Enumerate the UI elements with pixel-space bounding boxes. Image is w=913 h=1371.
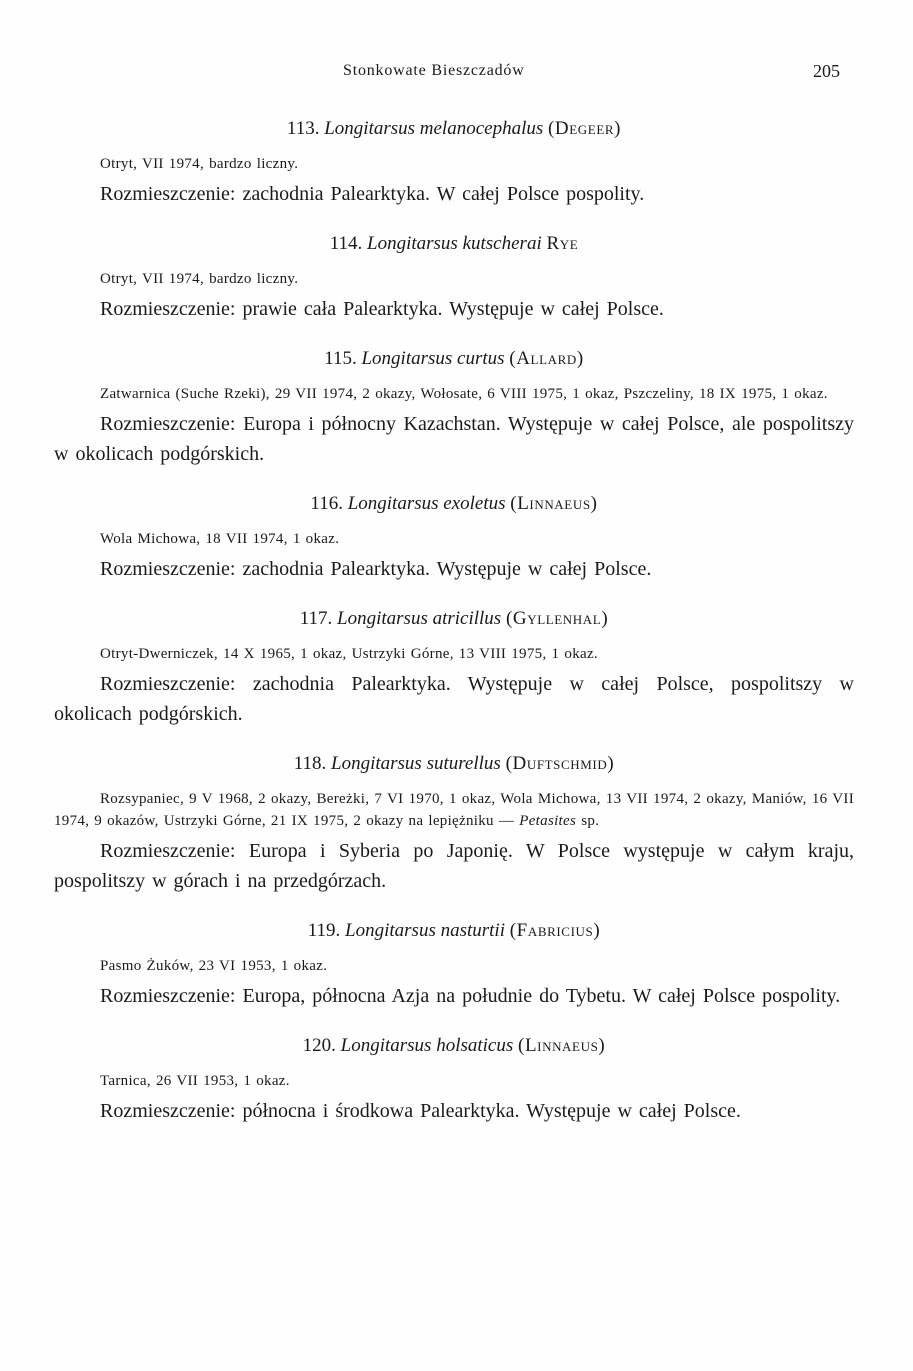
distribution-text <box>54 981 854 1011</box>
species-entry-113 <box>54 115 854 209</box>
species-author: (Gyllenhal) <box>505 608 609 629</box>
entry-number: 117. <box>299 608 333 629</box>
records-text: Rozsypaniec, 9 V 1968, 2 okazy, Bereżki, 7 VI 1970, 1 okaz, Wola Michowa, 13 VII 1974, 2 okazy, Maniów, 16 VII 1974, 9 okazów, Ustrzyki Górne, 21 IX 1975, 2 okazy na lepiężniku — <box>54 791 854 829</box>
species-entry-119 <box>54 917 854 1011</box>
species-author: Rye <box>546 233 579 254</box>
records-text: Otryt-Dwerniczek, 14 X 1965, 1 okaz, Ustrzyki Górne, 13 VIII 1975, 1 okaz. <box>100 646 598 662</box>
distribution-text <box>54 669 854 729</box>
records-text: Zatwarnica (Suche Rzeki), 29 VII 1974, 2 okazy, Wołosate, 6 VIII 1975, 1 okaz, Pszczeliny, 18 IX 1975, 1 okaz. <box>100 386 828 402</box>
distribution-value: Rozmieszczenie: zachodnia Palearktyka. Występuje w całej Polsce. <box>100 558 652 580</box>
distribution-text <box>54 554 854 584</box>
entry-heading <box>54 917 854 945</box>
distribution-text <box>54 1096 854 1126</box>
entry-heading <box>54 230 854 258</box>
entry-number: 120. <box>302 1035 336 1056</box>
entry-number: 114. <box>329 233 363 254</box>
host-plant-name: Petasites <box>519 813 577 829</box>
records-text: Pasmo Żuków, 23 VI 1953, 1 okaz. <box>100 958 328 974</box>
distribution-value: Rozmieszczenie: zachodnia Palearktyka. W całej Polsce pospolity. <box>100 183 645 205</box>
entry-heading <box>54 1032 854 1060</box>
species-author: (Linnaeus) <box>510 493 598 514</box>
species-author: (Fabricius) <box>509 920 601 941</box>
distribution-text <box>54 294 854 324</box>
distribution-value: Rozmieszczenie: Europa i północny Kazachstan. Występuje w całej Polsce, ale pospolitszy w okolicach podgórskich. <box>54 413 854 465</box>
collection-records <box>54 268 854 290</box>
distribution-text <box>54 179 854 209</box>
species-name: Longitarsus kutscherai <box>367 233 542 254</box>
species-entry-120 <box>54 1032 854 1126</box>
species-author: (Duftschmid) <box>505 753 615 774</box>
records-text: Tarnica, 26 VII 1953, 1 okaz. <box>100 1073 290 1089</box>
distribution-value: Rozmieszczenie: północna i środkowa Palearktyka. Występuje w całej Polsce. <box>100 1100 741 1122</box>
distribution-text <box>54 409 854 469</box>
distribution-value: Rozmieszczenie: Europa, północna Azja na południe do Tybetu. W całej Polsce pospolity. <box>100 985 841 1007</box>
distribution-value: Rozmieszczenie: zachodnia Palearktyka. Występuje w całej Polsce, pospolitszy w okolicach podgórskich. <box>54 673 854 725</box>
distribution-value: Rozmieszczenie: Europa i Syberia po Japonię. W Polsce występuje w całym kraju, pospolitszy w górach i na przedgórzach. <box>54 840 854 892</box>
species-name: Longitarsus melanocephalus <box>324 118 544 139</box>
page-number: 205 <box>813 61 840 81</box>
species-entry-118 <box>54 750 854 896</box>
entry-number: 113. <box>286 118 320 139</box>
species-entry-115 <box>54 345 854 469</box>
species-entry-117 <box>54 605 854 729</box>
species-name: Longitarsus suturellus <box>331 753 501 774</box>
records-text: Otryt, VII 1974, bardzo liczny. <box>100 156 299 172</box>
species-name: Longitarsus atricillus <box>337 608 502 629</box>
species-entry-116 <box>54 490 854 584</box>
entry-heading <box>54 490 854 518</box>
entry-heading <box>54 605 854 633</box>
entry-heading <box>54 115 854 143</box>
entry-heading <box>54 750 854 778</box>
entry-heading <box>54 345 854 373</box>
entry-number: 116. <box>310 493 343 514</box>
entry-number: 118. <box>293 753 327 774</box>
collection-records <box>54 788 854 832</box>
collection-records <box>54 955 854 977</box>
collection-records <box>54 1070 854 1092</box>
species-name: Longitarsus holsaticus <box>340 1035 514 1056</box>
species-author: (Linnaeus) <box>518 1035 606 1056</box>
collection-records <box>54 643 854 665</box>
species-entry-114 <box>54 230 854 324</box>
distribution-text <box>54 836 854 896</box>
species-list <box>54 115 854 1126</box>
collection-records <box>54 153 854 175</box>
host-plant-suffix: sp. <box>581 813 600 829</box>
collection-records <box>54 383 854 405</box>
species-name: Longitarsus nasturtii <box>345 920 505 941</box>
collection-records <box>54 528 854 550</box>
species-name: Longitarsus curtus <box>361 348 505 369</box>
species-author: (Degeer) <box>548 118 622 139</box>
species-author: (Allard) <box>509 348 584 369</box>
entry-number: 119. <box>307 920 341 941</box>
running-head <box>0 62 913 86</box>
species-name: Longitarsus exoletus <box>347 493 506 514</box>
records-text: Wola Michowa, 18 VII 1974, 1 okaz. <box>100 531 340 547</box>
records-text: Otryt, VII 1974, bardzo liczny. <box>100 271 299 287</box>
running-title: Stonkowate Bieszczadów <box>343 62 525 79</box>
entry-number: 115. <box>324 348 357 369</box>
distribution-value: Rozmieszczenie: prawie cała Palearktyka. Występuje w całej Polsce. <box>100 298 664 320</box>
